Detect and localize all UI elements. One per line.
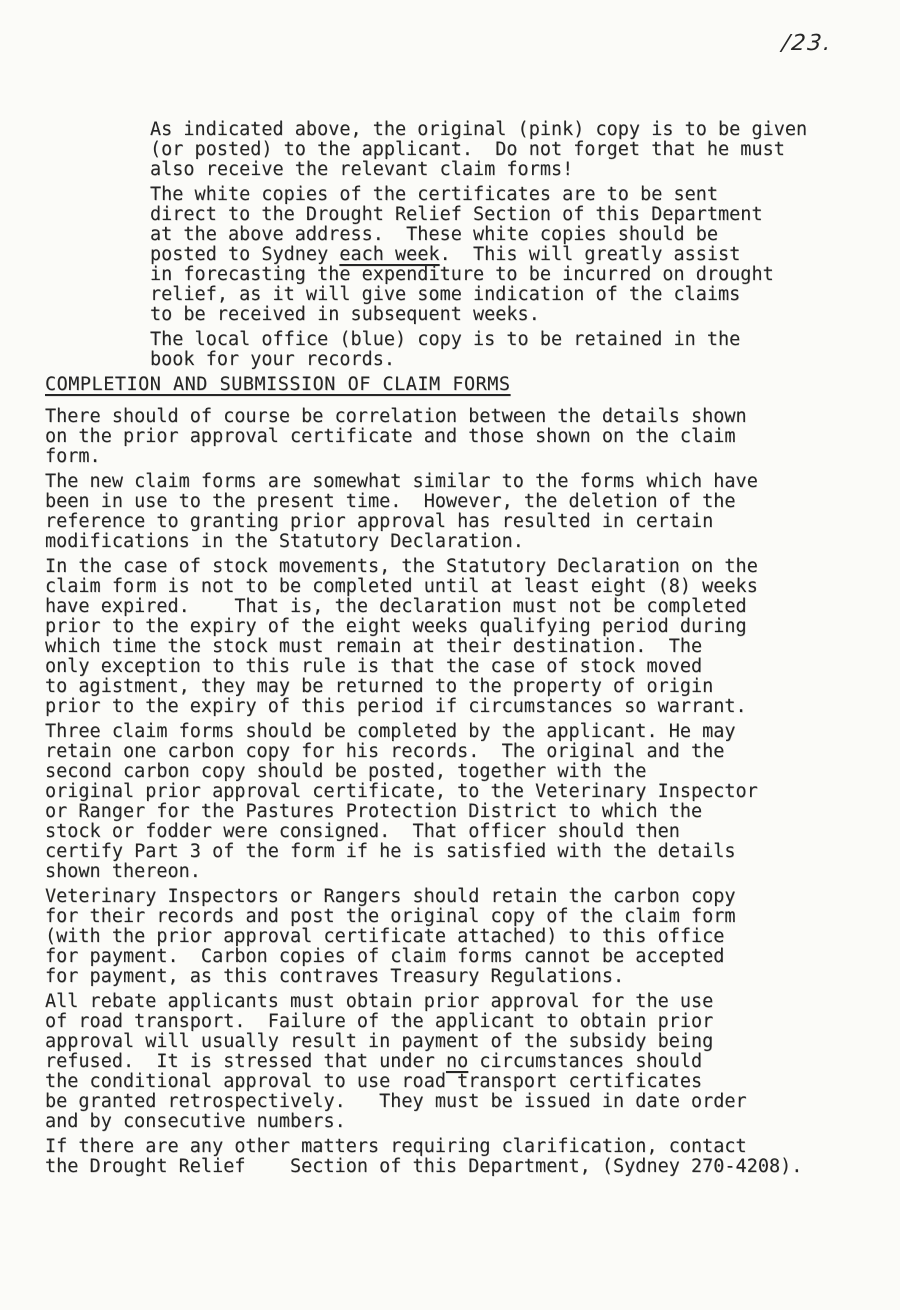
typed-line: book for your records.	[150, 349, 396, 370]
typed-line: for payment, as this contraves Treasury Regulations.	[45, 966, 625, 987]
typed-line: relief, as it will give some indication of the claims	[150, 284, 741, 305]
typed-paragraph	[150, 120, 872, 180]
typed-line: have expired. That is, the declaration must not be completed	[45, 596, 747, 617]
typed-line: COMPLETION AND SUBMISSION OF CLAIM FORMS	[45, 374, 511, 395]
typed-line: retain one carbon copy for his records. The original and the	[45, 741, 725, 762]
typed-line: for their records and post the original copy of the claim form	[45, 906, 736, 927]
typed-line: The new claim forms are somewhat similar to the forms which have	[45, 471, 758, 492]
typed-line: the conditional approval to use road transport certificates	[45, 1071, 703, 1092]
typed-line: or Ranger for the Pastures Protection District to which the	[45, 801, 703, 822]
typed-line: All rebate applicants must obtain prior approval for the use	[45, 991, 714, 1012]
typed-line: shown thereon.	[45, 861, 201, 882]
typed-paragraph	[150, 185, 872, 325]
typed-line: second carbon copy should be posted, together with the	[45, 761, 647, 782]
typed-line: As indicated above, the original (pink) copy is to be given	[150, 119, 808, 140]
section-heading	[45, 375, 872, 395]
typed-line: in forecasting the expenditure to be incurred on drought	[150, 264, 774, 285]
typed-paragraph	[45, 722, 872, 882]
typed-line: Veterinary Inspectors or Rangers should retain the carbon copy	[45, 886, 736, 907]
typed-paragraph	[45, 992, 872, 1132]
typed-line: approval will usually result in payment of the subsidy being	[45, 1031, 714, 1052]
typed-line: to be received in subsequent weeks.	[150, 304, 540, 325]
typed-paragraph	[150, 330, 872, 370]
typed-line: posted to Sydney each week. This will greatly assist	[150, 244, 741, 265]
typed-line: The white copies of the certificates are to be sent	[150, 184, 719, 205]
typed-line: direct to the Drought Relief Section of this Department	[150, 204, 763, 225]
typed-paragraph	[45, 407, 872, 467]
typed-line: reference to granting prior approval has resulted in certain	[45, 511, 714, 532]
typed-line: refused. It is stressed that under no circumstances should	[45, 1051, 703, 1072]
typed-line: The local office (blue) copy is to be retained in the	[150, 329, 741, 350]
typed-line: for payment. Carbon copies of claim forms cannot be accepted	[45, 946, 725, 967]
typed-line: In the case of stock movements, the Statutory Declaration on the	[45, 556, 758, 577]
typed-line: Three claim forms should be completed by the applicant. He may	[45, 721, 736, 742]
typed-line: (or posted) to the applicant. Do not forget that he must	[150, 139, 785, 160]
typed-line: form.	[45, 446, 101, 467]
typed-line: on the prior approval certificate and those shown on the claim	[45, 426, 736, 447]
typed-line: claim form is not to be completed until at least eight (8) weeks	[45, 576, 758, 597]
typed-line: original prior approval certificate, to the Veterinary Inspector	[45, 781, 758, 802]
typed-line: (with the prior approval certificate attached) to this office	[45, 926, 725, 947]
page-number: /23.	[780, 31, 834, 56]
typed-line: also receive the relevant claim forms!	[150, 159, 574, 180]
typed-line: the Drought Relief Section of this Department, (Sydney 270-4208).	[45, 1156, 803, 1177]
typed-line: prior to the expiry of this period if circumstances so warrant.	[45, 696, 747, 717]
typed-line: prior to the expiry of the eight weeks qualifying period during	[45, 616, 747, 637]
typed-line: and by consecutive numbers.	[45, 1111, 346, 1132]
typed-line: only exception to this rule is that the case of stock moved	[45, 656, 703, 677]
typed-line: certify Part 3 of the form if he is satisfied with the details	[45, 841, 736, 862]
typed-line: stock or fodder were consigned. That officer should then	[45, 821, 680, 842]
typed-line: be granted retrospectively. They must be issued in date order	[45, 1091, 747, 1112]
typed-line: been in use to the present time. However, the deletion of the	[45, 491, 736, 512]
document-body	[45, 120, 872, 1182]
typed-line: at the above address. These white copies should be	[150, 224, 719, 245]
typed-line: to agistment, they may be returned to the property of origin	[45, 676, 714, 697]
typed-line: If there are any other matters requiring clarification, contact	[45, 1136, 747, 1157]
typed-paragraph	[45, 472, 872, 552]
typed-paragraph	[45, 557, 872, 717]
typed-line: of road transport. Failure of the applicant to obtain prior	[45, 1011, 714, 1032]
typed-paragraph	[45, 887, 872, 987]
typed-line: modifications in the Statutory Declaration.	[45, 531, 524, 552]
typed-line: There should of course be correlation between the details shown	[45, 406, 747, 427]
typed-paragraph	[45, 1137, 872, 1177]
typed-line: which time the stock must remain at their destination. The	[45, 636, 703, 657]
